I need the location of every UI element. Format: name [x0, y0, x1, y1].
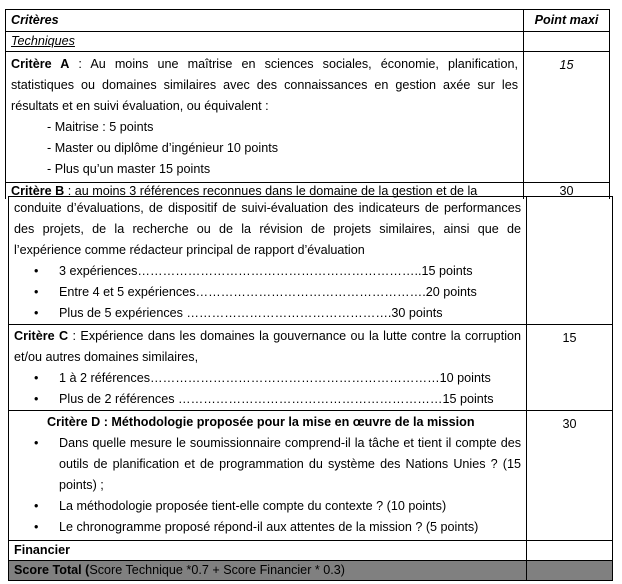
- criterion-c-list: [14, 368, 521, 410]
- list-item: - Master ou diplôme d’ingénieur 10 points: [47, 138, 518, 159]
- header-max-points: Point maxi: [524, 10, 610, 32]
- empty-cell: [527, 197, 613, 325]
- criterion-b-text-continued: conduite d’évaluations, de dispositif de suivi-évaluation des indicateurs de performances des projets, de la recherche ou de la révision de projets similaires, ainsi que de l’expérience comme rédacteur principal de rapport d’évaluation: [14, 201, 521, 257]
- evaluation-table-part-2: [8, 196, 613, 581]
- list-item: [34, 433, 521, 496]
- criterion-b-text-start: : au moins 3 références reconnues dans le domaine de la gestion et de la: [64, 184, 478, 198]
- criterion-d-row: [9, 411, 613, 541]
- header-criteria: Critères: [6, 10, 524, 32]
- empty-cell: [524, 32, 610, 52]
- list-item: [34, 368, 521, 389]
- section-row-financial: [9, 541, 613, 561]
- criterion-c-row: [9, 325, 613, 411]
- bullet-icon: •: [34, 392, 39, 406]
- bullet-icon: •: [34, 436, 39, 450]
- list-item-text: 3 expériences…………………………………………………………..15 points: [59, 264, 473, 278]
- list-item-text: Le chronogramme proposé répond-il aux attentes de la mission ? (5 points): [59, 520, 479, 534]
- section-technical-label: Techniques: [11, 34, 75, 48]
- criterion-b-label: Critère B: [11, 184, 65, 198]
- list-item-text: La méthodologie proposée tient-elle compte du contexte ? (10 points): [59, 499, 447, 513]
- criterion-c-points: 15: [527, 325, 613, 411]
- list-item: [34, 282, 521, 303]
- criterion-b-points: 30: [524, 183, 610, 200]
- empty-cell: [527, 541, 613, 561]
- list-item: [34, 389, 521, 410]
- bullet-icon: •: [34, 371, 39, 385]
- header-row: [6, 10, 610, 32]
- criterion-d-list: [14, 433, 521, 538]
- criterion-a-label: Critère A: [11, 57, 70, 71]
- bullet-icon: •: [34, 285, 39, 299]
- section-financial-label: Financier: [9, 541, 527, 561]
- criterion-a-points: 15: [524, 52, 610, 183]
- criterion-d-points: 30: [527, 411, 613, 541]
- list-item: [34, 303, 521, 324]
- criterion-a-description: [11, 54, 518, 117]
- criterion-a-row: [6, 52, 610, 183]
- list-item: [34, 496, 521, 517]
- list-item: - Maitrise : 5 points: [47, 117, 518, 138]
- list-item-text: 1 à 2 références……………………………………………………………10 points: [59, 371, 491, 385]
- list-item-text: Plus de 5 expériences ………………………………………….30 points: [59, 306, 443, 320]
- criterion-c-label: Critère C: [14, 329, 69, 343]
- evaluation-table-part-1: [5, 9, 610, 199]
- criterion-c-text: : Expérience dans les domaines la gouvernance ou la lutte contre la corruption et/ou autres domaines similaires,: [14, 329, 521, 364]
- criterion-c-description: [14, 326, 521, 368]
- list-item-text: Entre 4 et 5 expériences……………………………………………….20 points: [59, 285, 477, 299]
- bullet-icon: •: [34, 306, 39, 320]
- list-item: [34, 261, 521, 282]
- list-item: - Plus qu’un master 15 points: [47, 159, 518, 180]
- criterion-d-title: Critère D : Méthodologie proposée pour la mise en œuvre de la mission: [47, 415, 475, 429]
- criterion-b-row-continued: [9, 197, 613, 325]
- list-item: [34, 517, 521, 538]
- total-score-row: [9, 561, 613, 581]
- list-item-text: Plus de 2 références ………………………………………………………15 points: [59, 392, 494, 406]
- total-score-title: Score Total (: [14, 563, 90, 577]
- bullet-icon: •: [34, 499, 39, 513]
- total-score-formula: Score Technique *0.7 + Score Financier * 0.3): [89, 563, 345, 577]
- total-score-value: [527, 561, 613, 581]
- criterion-a-list: [11, 117, 518, 180]
- criterion-b-list: [14, 261, 521, 324]
- section-row-technical: [6, 32, 610, 52]
- bullet-icon: •: [34, 520, 39, 534]
- total-score-label: [9, 561, 527, 581]
- criterion-a-text: : Au moins une maîtrise en sciences sociales, économie, planification, statistiques ou domaines similaires avec des connaissances en gestion axée sur les résultats et en suivi évaluation, ou équivalent :: [11, 57, 518, 113]
- list-item-text: Dans quelle mesure le soumissionnaire comprend-il la tâche et tient il compte des outils de planification et de programmation du système des Nations Unies ? (15 points) ;: [59, 436, 521, 492]
- bullet-icon: •: [34, 264, 39, 278]
